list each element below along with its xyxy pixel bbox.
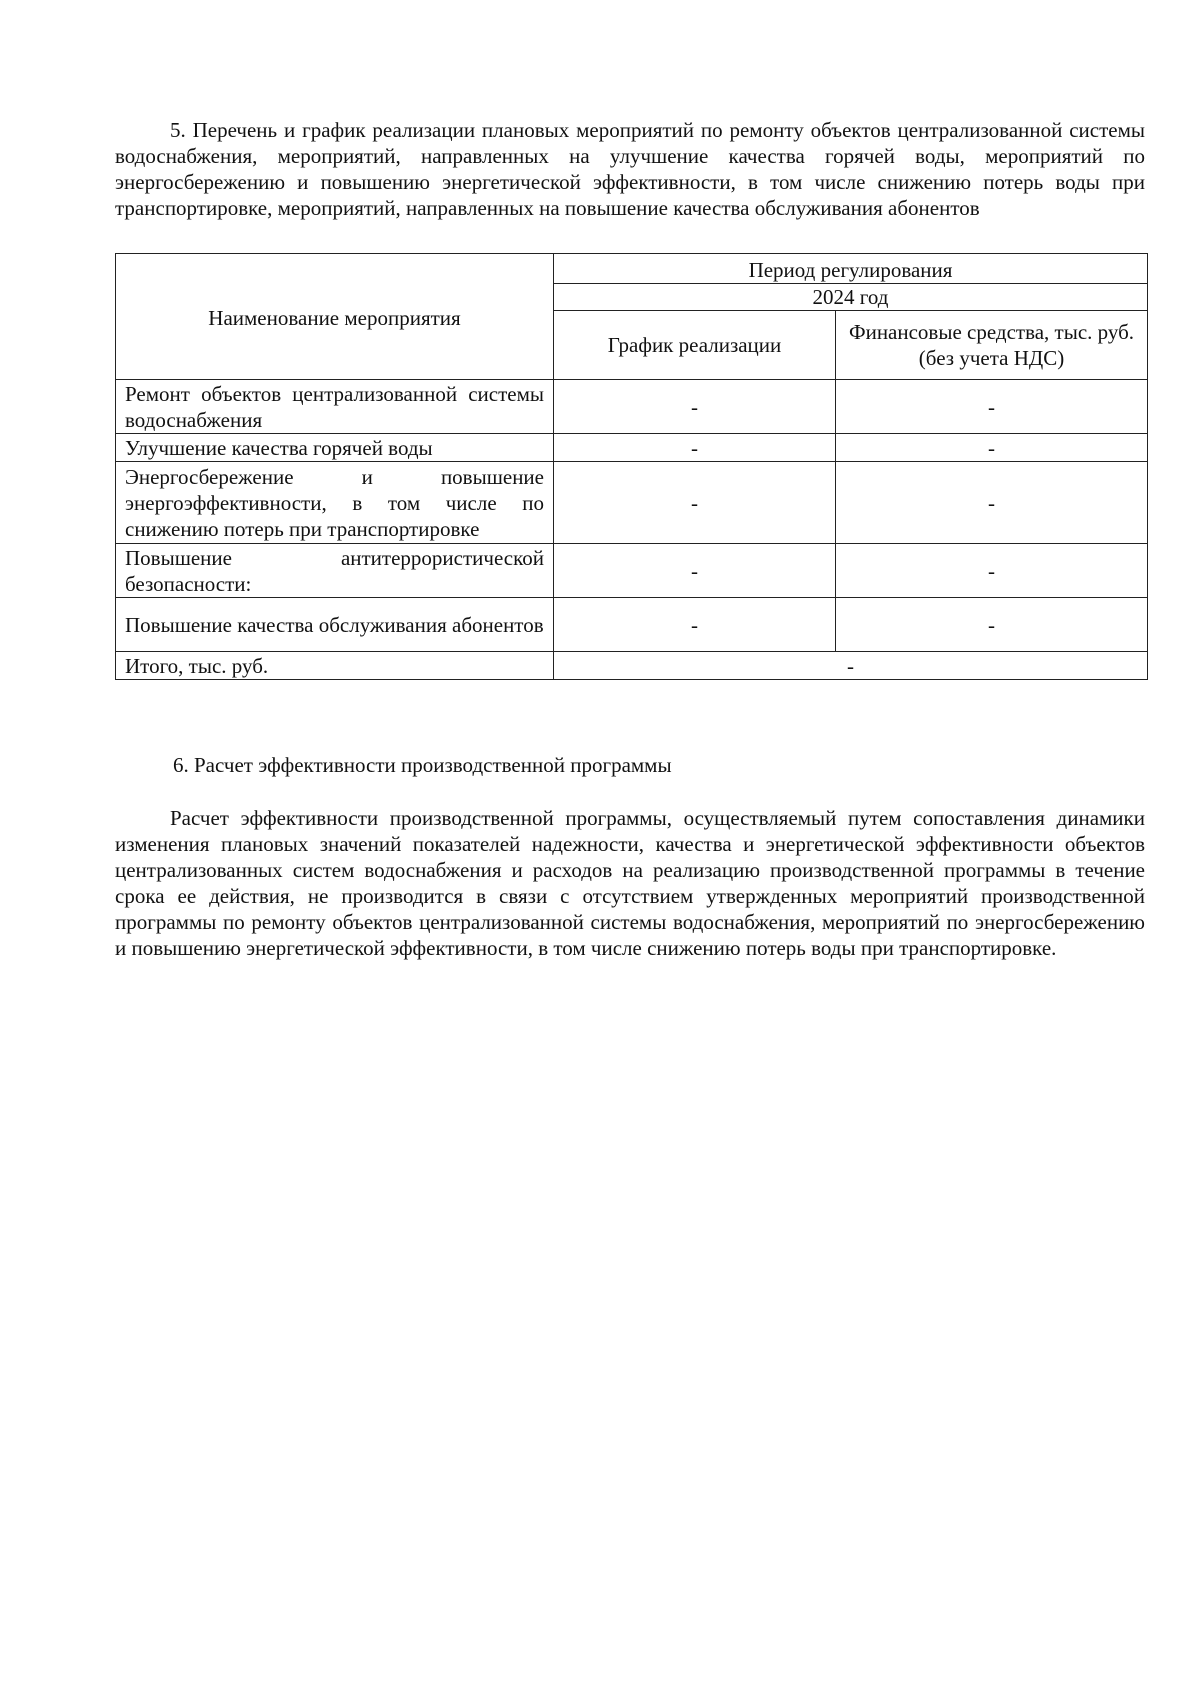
section-5-heading: 5. Перечень и график реализации плановых мероприятий по ремонту объектов централизованной системы водоснабжения, мероприятий, направленных на улучшение качества горячей воды, мероприятий по энергосбережению и повышению энергетической эффективности, в том числе снижению потерь воды при транспортировке, мероприятий, направленных на повышение качества обслуживания абонентов <box>115 118 1145 220</box>
activity-finance: - <box>836 462 1148 544</box>
activity-name: Повышение качества обслуживания абонентов <box>116 598 554 652</box>
table-row <box>116 380 1148 434</box>
section-6-body: Расчет эффективности производственной программы, осуществляемый путем сопоставления динамики изменения плановых значений показателей надежности, качества и энергетической эффективности объектов централизованных систем водоснабжения и расходов на реализацию производственной программы в течение срока ее действия, не производится в связи с отсутствием утвержденных мероприятий производственной программы по ремонту объектов централизованной системы водоснабжения, мероприятий по энергосбережению и повышению энергетической эффективности, в том числе снижению потерь воды при транспортировке. <box>115 806 1145 960</box>
table-row <box>116 598 1148 652</box>
total-label: Итого, тыс. руб. <box>116 652 554 680</box>
activity-schedule: - <box>554 544 836 598</box>
header-regulation-period: Период регулирования <box>554 254 1148 284</box>
document-page <box>115 117 1145 961</box>
header-finance: Финансовые средства, тыс. руб. (без учета НДС) <box>836 311 1148 380</box>
activity-name: Улучшение качества горячей воды <box>116 434 554 462</box>
activities-table <box>115 253 1148 680</box>
activity-finance: - <box>836 598 1148 652</box>
activity-name: Повышение антитеррористической безопасности: <box>116 544 554 598</box>
spacer <box>115 778 1145 805</box>
table-row <box>116 434 1148 462</box>
header-activity-name: Наименование мероприятия <box>116 254 554 380</box>
table-total-row <box>116 652 1148 680</box>
activity-finance: - <box>836 544 1148 598</box>
table-row <box>116 462 1148 544</box>
header-schedule: График реализации <box>554 311 836 380</box>
activity-schedule: - <box>554 462 836 544</box>
section-6-heading: 6. Расчет эффективности производственной программы <box>173 753 672 777</box>
activity-name: Ремонт объектов централизованной системы водоснабжения <box>116 380 554 434</box>
header-year: 2024 год <box>554 284 1148 311</box>
total-value: - <box>554 652 1148 680</box>
activity-schedule: - <box>554 434 836 462</box>
spacer <box>115 680 1145 752</box>
activity-schedule: - <box>554 598 836 652</box>
activity-finance: - <box>836 434 1148 462</box>
table-header-row <box>116 254 1148 284</box>
table-row <box>116 544 1148 598</box>
activity-finance: - <box>836 380 1148 434</box>
activity-name: Энергосбережение и повышение энергоэффективности, в том числе по снижению потерь при транспортировке <box>116 462 554 544</box>
activity-schedule: - <box>554 380 836 434</box>
